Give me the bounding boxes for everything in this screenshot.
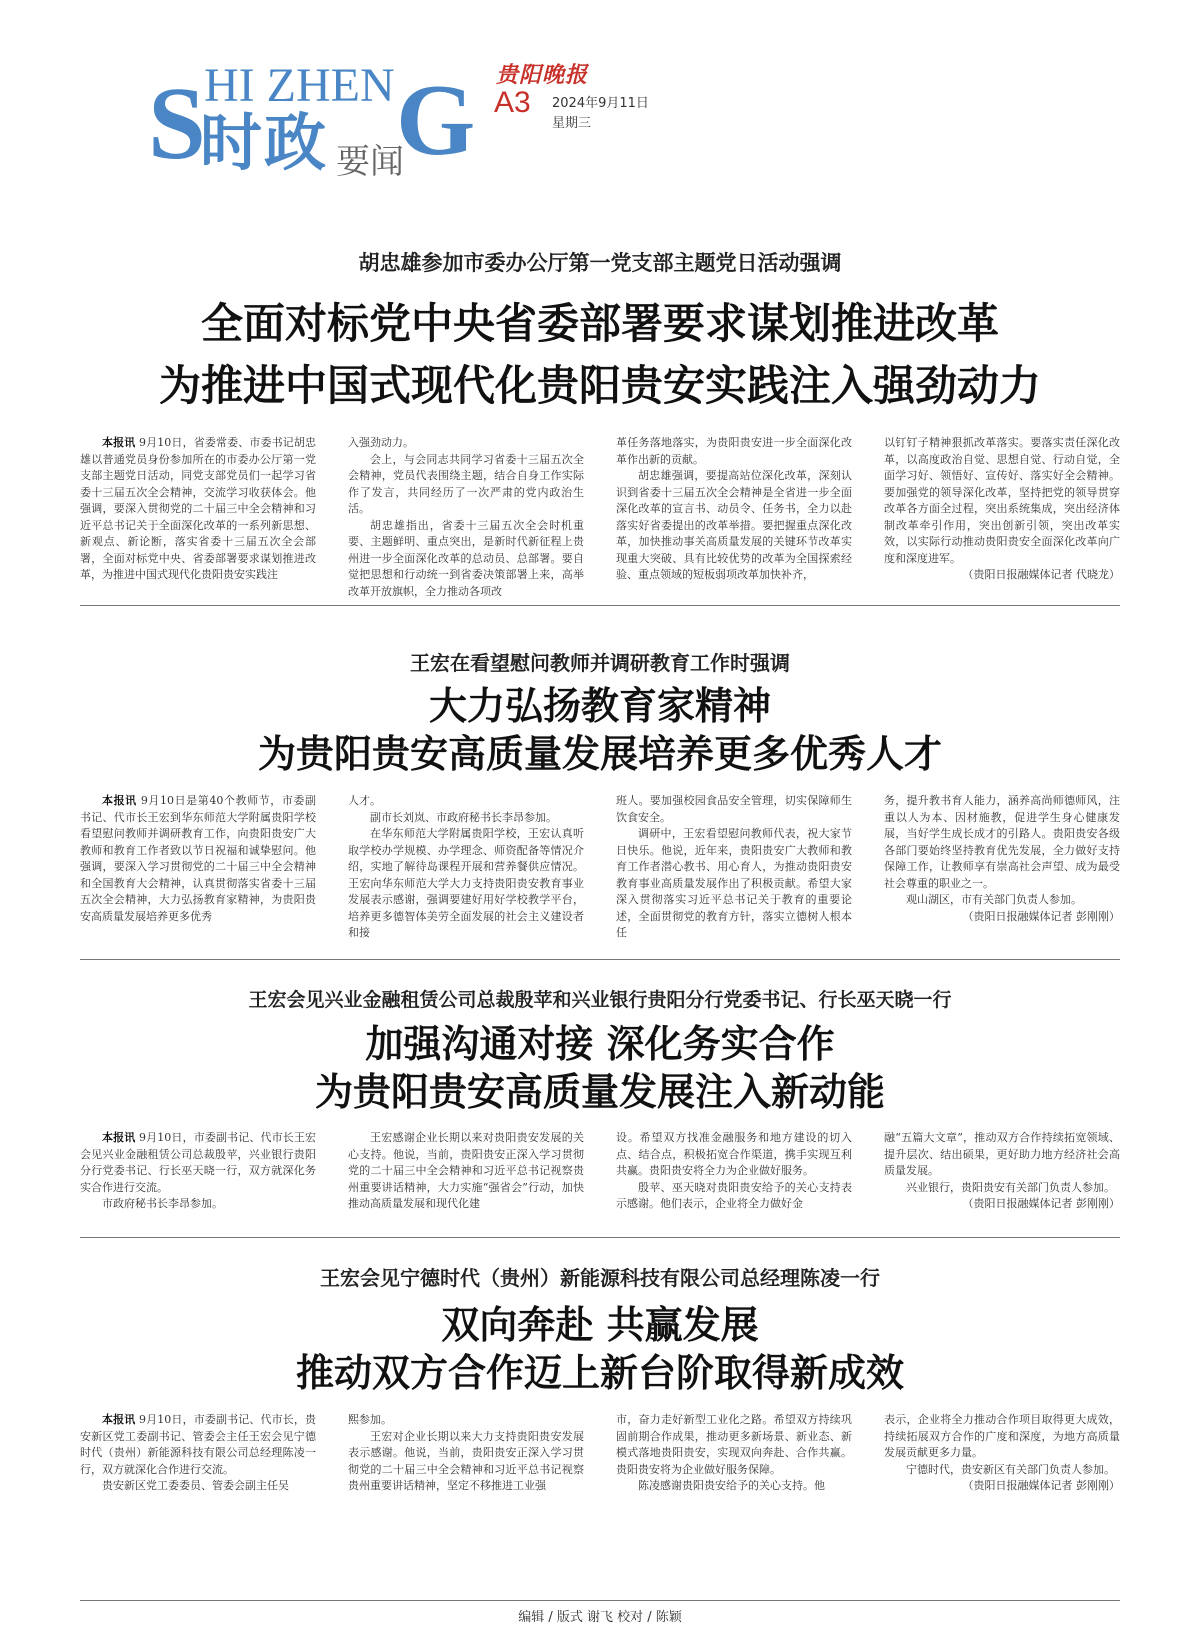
reporter-credit: （贵阳日报融媒体记者 代晓龙） [962, 568, 1120, 581]
article-kicker: 王宏会见宁德时代（贵州）新能源科技有限公司总经理陈凌一行 [320, 1266, 880, 1290]
article-body [80, 435, 1120, 600]
article-1 [80, 243, 1120, 603]
article-headline-line-2: 为推进中国式现代化贵阳贵安实践注入强劲动力 [158, 361, 1041, 410]
reporter-credit: （贵阳日报融媒体记者 彭刚刚） [962, 1197, 1120, 1210]
article-kicker: 王宏会见兴业金融租赁公司总裁殷苹和兴业银行贵阳分行党委书记、行长巫天晓一行 [248, 989, 952, 1011]
article-column: 设。希望双方找准金融服务和地方建设的切入点、结合点，积极拓宽合作渠道，携手实现互利共赢。贵阳贵安将全力为企业做好服务。 殷苹、巫天晓对贵阳贵安给予的关心支持表示感谢。他们表示，企业将全力做好金 [616, 1131, 852, 1210]
newspaper-logo: 贵阳晚报 [496, 62, 589, 88]
article-column: 市，奋力走好新型工业化之路。希望双方持续巩固前期合作成果，推动更多新场景、新业态、新模式落地贵阳贵安，实现双向奔赴、合作共赢。贵阳贵安将为企业做好服务保障。 陈凌感谢贵阳贵安给予的关心支持。他 [616, 1413, 852, 1492]
article-headline-line-2: 推动双方合作迈上新台阶取得新成效 [295, 1351, 904, 1395]
masthead-roman-middle: HI ZHEN [204, 59, 395, 112]
article-headline-line-2: 为贵阳贵安高质量发展培养更多优秀人才 [257, 732, 942, 776]
article-column: 融“五篇大文章”，推动双方合作持续拓宽领域、提升层次、结出硕果，更好助力地方经济社会高质量发展。 兴业银行，贵阳贵安有关部门负责人参加。 （贵阳日报融媒体记者 彭刚刚） [884, 1130, 1120, 1213]
section-subtitle: 要闻 [336, 142, 404, 182]
article-kicker: 王宏在看望慰问教师并调研教育工作时强调 [410, 651, 790, 675]
article-3 [80, 985, 1120, 1215]
article-column: 以钉钉子精神狠抓改革落实。要落实责任深化改革，以高度政治自觉、思想自觉、行动自觉，全面学习好、领悟好、宣传好、落实好全会精神。要加强党的领导深化改革，坚持把党的领导贯穿改革各方面全过程，突出系统集成，突出经济体制改革牵引作用，突出创新引领，突出改革实效，以实际行动推动贵阳贵安全面深化改革向广度和深度进军。 （贵阳日报融媒体记者 代晓龙） [884, 435, 1120, 600]
page-number: A3 [494, 86, 531, 119]
article-headline-line-1: 加强沟通对接 深化务实合作 [365, 1022, 835, 1066]
article-headline-line-1: 全面对标党中央省委部署要求谋划推进改革 [200, 299, 999, 348]
article-column: 人才。 副市长刘岚、市政府秘书长李昂参加。 在华东师范大学附属贵阳学校，王宏认真听取学校办学规模、办学理念、师资配备等情况介绍，实地了解待岛课程开展和营养餐供应情况。王宏向华东师范大学大力支持贵阳贵安教育事业发展表示感谢，强调要建好用好学校教学平台，培养更多德智体美劳全面发展的社会主义建设者和接 [348, 794, 584, 939]
article-2 [80, 647, 1120, 937]
publication-date: 2024年9月11日 [552, 96, 649, 111]
article-column: 表示，企业将全力推动合作项目取得更大成效，持续拓展双方合作的广度和深度，为地方高质量发展贡献更多力量。 宁德时代，贵安新区有关部门负责人参加。 （贵阳日报融媒体记者 彭刚刚） [884, 1412, 1120, 1495]
article-4 [80, 1262, 1120, 1492]
article-column: 王宏感谢企业长期以来对贵阳贵安发展的关心支持。他说，当前，贵阳贵安正深入学习贯彻党的二十届三中全会精神和习近平总书记视察贵州重要讲话精神，大力实施“强省会”行动，加快推动高质量发展和现代化建 [348, 1131, 584, 1210]
article-headline-line-2: 为贵阳贵安高质量发展注入新动能 [314, 1070, 885, 1114]
article-separator [80, 605, 1120, 606]
article-column: 本报讯 9月10日是第40个教师节，市委副书记、代市长王宏到华东师范大学附属贵阳学校看望慰问教师并调研教育工作，向贵阳贵安广大教师和教育工作者致以节日祝福和诚挚慰问。他强调，要深入学习贯彻党的二十届三中全会精神和全国教育大会精神，认真贯彻落实省委十三届五次全会精神，大力弘扬教育家精神，为贵阳贵安高质量发展培养更多优秀 [80, 794, 316, 923]
reporter-credit: （贵阳日报融媒体记者 彭刚刚） [962, 1479, 1120, 1492]
footer-separator [80, 1600, 1120, 1601]
masthead [0, 0, 1200, 200]
article-column: 本报讯 9月10日，市委副书记、代市长王宏会见兴业金融租赁公司总裁殷苹，兴业银行贵阳分行党委书记、行长巫天晓一行，双方就深化务实合作进行交流。 市政府秘书长李昂参加。 [80, 1131, 316, 1210]
article-column: 本报讯 9月10日，省委常委、市委书记胡忠雄以普通党员身份参加所在的市委办公厅第一党支部主题党日活动，同党支部党员们一起学习省委十三届五次全会精神，交流学习收获体会。他强调，要深入贯彻党的二十届三中全会精神和习近平总书记关于全面深化改革的一系列新思想、新观点、新论断，落实省委十三届五次全会部署，全面对标党中央、省委部署要求谋划推进改革，为推进中国式现代化贵阳贵安实践注 [80, 436, 316, 581]
editor-credits: 编辑 / 版式 谢飞 校对 / 陈颖 [518, 1610, 682, 1625]
article-column: 务，提升教书育人能力，涵养高尚师德师风，注重以人为本、因材施教，促进学生身心健康发展，当好学生成长成才的引路人。贵阳贵安各级各部门要始终坚持教育优先发展，全力做好支持保障工作，让教师享有崇高社会声望、成为最受社会尊重的职业之一。 观山湖区，市有关部门负责人参加。 （贵阳日报融媒体记者 彭刚刚） [884, 793, 1120, 942]
reporter-credit: （贵阳日报融媒体记者 彭刚刚） [962, 909, 1120, 923]
article-column: 班人。要加强校园食品安全管理，切实保障师生饮食安全。 调研中，王宏看望慰问教师代表，祝大家节日快乐。他说，近年来，贵阳贵安广大教师和教育工作者潜心教书、用心育人，为推动贵阳贵安教育事业高质量发展作出了积极贡献。希望大家深入贯彻落实习近平总书记关于教育的重要论述，全面贯彻党的教育方针，落实立德树人根本任 [616, 794, 852, 939]
article-body [80, 1130, 1120, 1213]
article-column: 革任务落地落实，为贵阳贵安进一步全面深化改革作出新的贡献。 胡忠雄强调，要提高站位深化改革，深刻认识到省委十三届五次全会精神是全省进一步全面深化改革的宣言书、动员令、任务书，全力以赴落实好省委提出的改革举措。要把握重点深化改革，加快推动事关高质量发展的关键环节改革实现重大突破、具有比较优势的改革为全国探索经验、重点领域的短板弱项改革加快补齐， [616, 436, 852, 581]
publication-weekday: 星期三 [552, 116, 592, 131]
masthead-g-letter: G [396, 64, 476, 177]
article-headline-line-1: 大力弘扬教育家精神 [428, 684, 771, 728]
article-separator [80, 1237, 1120, 1238]
article-headline-line-1: 双向奔赴 共赢发展 [441, 1303, 759, 1347]
article-body [80, 1412, 1120, 1495]
article-column: 本报讯 9月10日，市委副书记、代市长，贵安新区党工委副书记、管委会主任王宏会见宁德时代（贵州）新能源科技有限公司总经理陈凌一行，双方就深化合作进行交流。 贵安新区党工委委员、管委会副主任吴 [80, 1413, 316, 1492]
article-body [80, 793, 1120, 942]
article-separator [80, 959, 1120, 960]
masthead-s-letter: S [148, 66, 206, 181]
article-column: 入强劲动力。 会上，与会同志共同学习省委十三届五次全会精神，党员代表围绕主题，结合自身工作实际作了发言，共同经历了一次严肃的党内政治生活。 胡忠雄指出，省委十三届五次全会时机重要、主题鲜明、重点突出，是新时代新征程上贵州进一步全面深化改革的总动员、总部署。要自觉把思想和行动统一到省委决策部署上来，高举改革开放旗帜，全力推动各项改 [348, 436, 584, 598]
section-title: 时政 [200, 106, 329, 179]
article-column: 熙参加。 王宏对企业长期以来大力支持贵阳贵安发展表示感谢。他说，当前，贵阳贵安正深入学习贯彻党的二十届三中全会精神和习近平总书记视察贵州重要讲话精神，坚定不移推进工业强 [348, 1413, 584, 1492]
article-kicker: 胡忠雄参加市委办公厅第一党支部主题党日活动强调 [358, 251, 842, 275]
